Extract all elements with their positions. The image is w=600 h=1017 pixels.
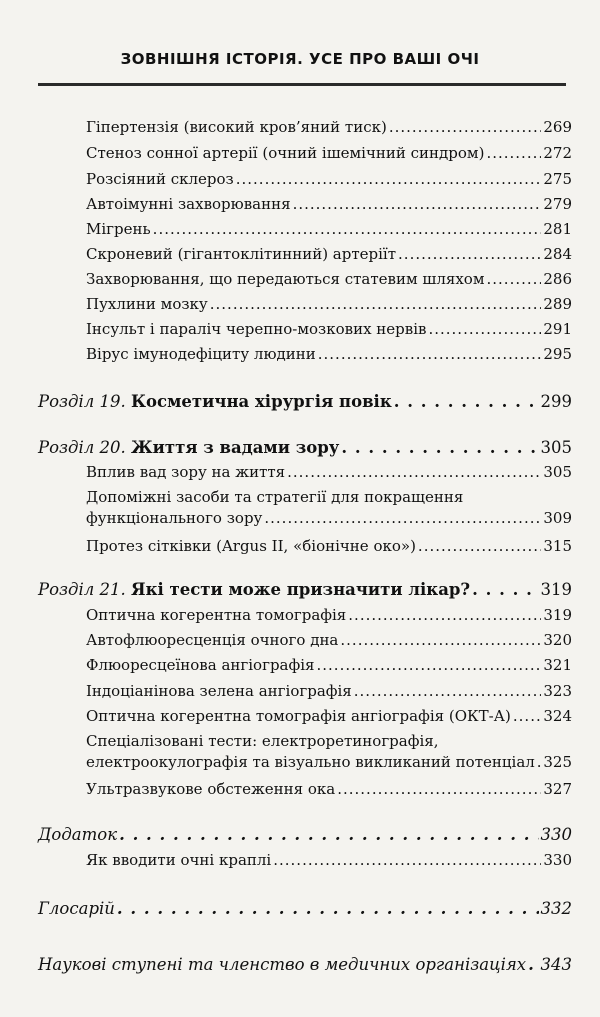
toc-page-number: 272 xyxy=(543,144,572,162)
toc-entry-label-line1: Спеціалізовані тести: електроретинографія, xyxy=(86,732,439,750)
toc-entry-retinal-prosthesis[interactable] xyxy=(86,537,572,555)
toc-entry-specialized-tests[interactable] xyxy=(86,732,572,771)
toc-entry-label: Вірус імунодефіциту людини xyxy=(86,345,316,363)
toc-entry-label: Автоімунні захворювання xyxy=(86,195,291,213)
leader-dots xyxy=(528,955,538,974)
toc-page-number: 323 xyxy=(543,682,572,700)
toc-entry-hypertension[interactable] xyxy=(86,118,572,136)
chapter-title: Які тести може призначити лікар? xyxy=(131,580,471,599)
leader-dots xyxy=(537,753,542,771)
toc-entry-label: Вплив вад зору на життя xyxy=(86,463,286,481)
chapter-number: Розділ 20. xyxy=(38,438,132,457)
toc-entry-label: Пухлини мозку xyxy=(86,295,208,313)
glossary-title: Глосарій xyxy=(38,899,115,918)
toc-page-number: 269 xyxy=(543,118,572,136)
leader-dots xyxy=(394,392,539,411)
leader-dots xyxy=(117,899,539,918)
leader-dots xyxy=(418,537,541,555)
header-rule xyxy=(38,83,566,86)
toc-entry-ultrasound[interactable] xyxy=(86,780,572,798)
toc-entry-icg-angiography[interactable] xyxy=(86,682,572,700)
toc-page-number: 327 xyxy=(543,780,572,798)
leader-dots xyxy=(428,320,541,338)
toc-entry-label-line1: Допоміжні засоби та стратегії для покращення xyxy=(86,488,464,506)
toc-page-number: 295 xyxy=(543,345,572,363)
toc-page-number: 343 xyxy=(540,955,572,974)
toc-degrees[interactable] xyxy=(38,955,572,974)
chapter-heading xyxy=(38,580,470,599)
chapter-heading xyxy=(38,392,392,411)
toc-page-number: 309 xyxy=(543,509,572,527)
leader-dots xyxy=(513,707,541,725)
leader-dots xyxy=(472,580,538,599)
leader-dots xyxy=(348,606,541,624)
toc-page-number: 319 xyxy=(540,580,572,599)
toc-entry-hiv[interactable] xyxy=(86,345,572,363)
toc-entry-autoimmune[interactable] xyxy=(86,195,572,213)
toc-entry-label: Оптична когерентна томографія ангіографія (ОКТ-А) xyxy=(86,707,511,725)
appendix-title: Додаток xyxy=(38,825,118,844)
leader-dots xyxy=(389,118,542,136)
toc-page-number: 291 xyxy=(543,320,572,338)
toc-page-number: 320 xyxy=(543,631,572,649)
leader-dots xyxy=(354,682,542,700)
toc-entry-label: Скроневий (гігантоклітинний) артеріїт xyxy=(86,245,397,263)
leader-dots xyxy=(264,509,541,527)
toc-page-number: 289 xyxy=(543,295,572,313)
leader-dots xyxy=(210,295,542,313)
leader-dots xyxy=(293,195,542,213)
toc-page-number: 324 xyxy=(543,707,572,725)
toc-entry-migraine[interactable] xyxy=(86,220,572,238)
toc-chapter-19[interactable] xyxy=(38,392,572,411)
toc-page-number: 315 xyxy=(543,537,572,555)
toc-entry-label: Стеноз сонної артерії (очний ішемічний синдром) xyxy=(86,144,485,162)
toc-entry-temporal-arteritis[interactable] xyxy=(86,245,572,263)
toc-entry-line2 xyxy=(86,509,572,527)
toc-page-number: 279 xyxy=(543,195,572,213)
toc-entry-fluorescein-angiography[interactable] xyxy=(86,656,572,674)
leader-dots xyxy=(119,825,538,844)
toc-entry-label: Протез сітківки (Argus II, «біонічне око») xyxy=(86,537,416,555)
leader-dots xyxy=(287,463,541,481)
toc-entry-multiple-sclerosis[interactable] xyxy=(86,170,572,188)
toc-entry-stroke[interactable] xyxy=(86,320,572,338)
toc-page-number: 305 xyxy=(543,463,572,481)
degrees-title: Наукові ступені та членство в медичних організаціях xyxy=(38,955,527,974)
toc-entry-label: Флюоресцеїнова ангіографія xyxy=(86,656,315,674)
toc-chapter-21[interactable] xyxy=(38,580,572,599)
toc-entry-brain-tumors[interactable] xyxy=(86,295,572,313)
toc-entry-label: Розсіяний склероз xyxy=(86,170,234,188)
toc-entry-oct[interactable] xyxy=(86,606,572,624)
chapter-number: Розділ 21. xyxy=(38,580,132,599)
leader-dots xyxy=(487,270,542,288)
leader-dots xyxy=(153,220,542,238)
leader-dots xyxy=(236,170,542,188)
toc-entry-label: Ультразвукове обстеження ока xyxy=(86,780,336,798)
toc-page-number: 325 xyxy=(543,753,572,771)
leader-dots xyxy=(273,851,541,869)
toc-entry-fundus-autofluorescence[interactable] xyxy=(86,631,572,649)
toc-entry-label: Індоціанінова зелена ангіографія xyxy=(86,682,352,700)
toc-page-number: 330 xyxy=(543,851,572,869)
toc-entry-label-line2: функціонального зору xyxy=(86,509,263,527)
toc-chapter-20[interactable] xyxy=(38,438,572,457)
leader-dots xyxy=(398,245,541,263)
toc-entry-carotid-stenosis[interactable] xyxy=(86,144,572,162)
toc-entry-label: Гіпертензія (високий кров’яний тиск) xyxy=(86,118,387,136)
leader-dots xyxy=(341,438,538,457)
toc-page-number: 319 xyxy=(543,606,572,624)
chapter-title: Косметична хірургія повік xyxy=(131,392,392,411)
chapter-heading xyxy=(38,438,339,457)
toc-page-number: 299 xyxy=(540,392,572,411)
toc-entry-label: Мігрень xyxy=(86,220,151,238)
toc-entry-std[interactable] xyxy=(86,270,572,288)
leader-dots xyxy=(337,780,541,798)
toc-page-number: 330 xyxy=(540,825,572,844)
toc-entry-oct-angiography[interactable] xyxy=(86,707,572,725)
toc-page-number: 281 xyxy=(543,220,572,238)
toc-entry-label-line2: електроокулографія та візуально викликаний потенціал xyxy=(86,753,535,771)
toc-entry-label: Оптична когерентна томографія xyxy=(86,606,347,624)
toc-entry-label: Автофлюоресценція очного дна xyxy=(86,631,339,649)
toc-entry-eye-drops[interactable] xyxy=(86,851,572,869)
chapter-number: Розділ 19. xyxy=(38,392,132,411)
toc-page-number: 286 xyxy=(543,270,572,288)
toc-entry-label: Як вводити очні краплі xyxy=(86,851,272,869)
toc-entry-vision-impact[interactable] xyxy=(86,463,572,481)
leader-dots xyxy=(340,631,541,649)
leader-dots xyxy=(318,345,542,363)
toc-page-number: 321 xyxy=(543,656,572,674)
leader-dots xyxy=(317,656,542,674)
chapter-title: Життя з вадами зору xyxy=(131,438,340,457)
toc-entry-label: Захворювання, що передаються статевим шляхом xyxy=(86,270,485,288)
toc-entry-line2 xyxy=(86,753,572,771)
toc-entry-assistive-aids[interactable] xyxy=(86,488,572,527)
leader-dots xyxy=(486,144,541,162)
toc-appendix[interactable] xyxy=(38,825,572,844)
toc-glossary[interactable] xyxy=(38,899,572,918)
toc-page-number: 332 xyxy=(540,899,572,918)
toc-page-number: 275 xyxy=(543,170,572,188)
toc-page-number: 284 xyxy=(543,245,572,263)
toc-entry-label: Інсульт і параліч черепно-мозкових нервів xyxy=(86,320,427,338)
toc-page-number: 305 xyxy=(540,438,572,457)
running-header: ЗОВНІШНЯ ІСТОРІЯ. УСЕ ПРО ВАШІ ОЧІ xyxy=(120,50,480,68)
